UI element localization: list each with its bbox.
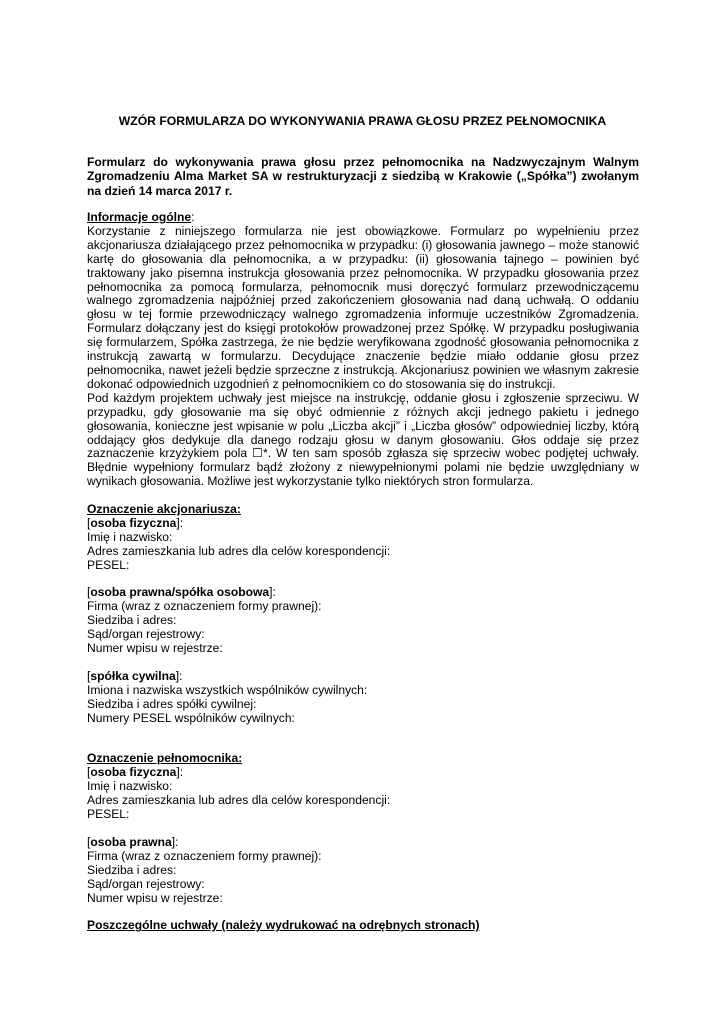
field-label: Numer wpisu w rejestrze:	[87, 641, 223, 656]
proxy-natural-person	[87, 766, 639, 822]
field-label: Firma (wraz z oznaczeniem formy prawnej):	[87, 599, 322, 614]
field-label: Siedziba i adres:	[87, 862, 177, 877]
general-info-heading-line	[87, 211, 639, 225]
field-label: Numer wpisu w rejestrze:	[87, 890, 223, 905]
bracket-close: ]:	[175, 668, 183, 683]
proxy-natural-person-tag: osoba fizyczna	[90, 765, 177, 780]
resolutions-heading: Poszczególne uchwały (należy wydrukować na odrębnych stronach)	[87, 918, 480, 933]
field-label: Siedziba i adres:	[87, 613, 177, 628]
general-info-paragraph: Pod każdym projektem uchwały jest miejsce na instrukcję, oddanie głosu i zgłoszenie sprzeciwu. W przypadku, gdy głosowanie ma się obyć odmiennie z różnych akcji jednego pakietu i jednego głosowania, konieczne jest wpisanie w polu „Liczba akcji” i „Liczba głosów” odpowiedniej liczby, którą oddający głos dedykuje dla danego rodzaju głosu w danym głosowaniu. Głos oddaje się przez zaznaczenie krzyżykiem pola ☐*. W ten sam sposób zgłasza się sprzeciw wobec podjętej uchwały. Błędnie wypełniony formularz bądź złożony z niewypełnionymi polami nie będzie uwzględniany w wynikach głosowania. Możliwe jest wykorzystanie tylko niektórych stron formularza.	[87, 390, 639, 489]
bracket-close: ]:	[176, 515, 184, 530]
field-label: Adres zamieszkania lub adres dla celów korespondencji:	[87, 793, 391, 808]
bracket-close: ]:	[269, 585, 276, 600]
document-body	[87, 211, 639, 933]
field-label: Imię i nazwisko:	[87, 529, 173, 544]
field-label: Sąd/organ rejestrowy:	[87, 627, 205, 642]
shareholder-legal-entity-tag: osoba prawna/spółka osobowa	[90, 585, 270, 600]
bracket-open: [	[87, 765, 91, 780]
shareholder-natural-person-tag-line	[87, 517, 639, 531]
bracket-close: ]:	[176, 765, 184, 780]
proxy-legal-person-tag: osoba prawna	[90, 834, 172, 849]
shareholder-section	[87, 503, 639, 725]
proxy-natural-person-tag-line	[87, 766, 639, 780]
bracket-open: [	[87, 668, 91, 683]
field-label: Imiona i nazwiska wszystkich wspólników cywilnych:	[87, 682, 368, 697]
shareholder-natural-person	[87, 517, 639, 573]
proxy-section	[87, 752, 639, 905]
shareholder-civil-partnership-tag-line	[87, 670, 639, 684]
general-info-paragraph: Korzystanie z niniejszego formularza nie jest obowiązkowe. Formularz po wypełnieniu przez akcjonariusza działającego przez pełnomocnika w przypadku: (i) głosowania jawnego – może stanowić kartę do głosowania dla pełnomocnika, a w przypadku: (ii) głosowania tajnego – powinien być traktowany jako pisemna instrukcja głosowania przez pełnomocnika. W przypadku głosowania przez pełnomocnika za pomocą formularza, pełnomocnik musi doręczyć formularz przewodniczącemu walnego zgromadzenia najpóźniej przed zakończeniem głosowania nad daną uchwałą. O oddaniu głosu w tej formie przewodniczący walnego zgromadzenia informuje uczestników Zgromadzenia. Formularz dołączany jest do księgi protokołów prowadzonej przez Spółkę. W przypadku posługiwania się formularzem, Spółka zastrzega, że nie będzie weryfikowana zgodność głosowania pełnomocnika z instrukcją zawartą w formularzu. Decydujące znaczenie będzie miało oddanie głosu przez pełnomocnika, nawet jeżeli będzie sprzeczne z instrukcją. Akcjonariusz powinien we własnym zakresie dokonać odpowiednich uzgodnień z pełnomocnikiem co do stosowania się do instrukcji.	[87, 223, 639, 391]
shareholder-legal-entity	[87, 586, 639, 656]
general-info-section	[87, 211, 639, 489]
shareholder-legal-entity-tag-line	[87, 586, 639, 600]
field-label: PESEL:	[87, 557, 130, 572]
field-label: Numery PESEL wspólników cywilnych:	[87, 710, 295, 725]
field-label: Adres zamieszkania lub adres dla celów korespondencji:	[87, 543, 391, 558]
shareholder-natural-person-tag: osoba fizyczna	[90, 515, 177, 530]
field-label: Sąd/organ rejestrowy:	[87, 876, 205, 891]
document-title: WZÓR FORMULARZA DO WYKONYWANIA PRAWA GŁOSU PRZEZ PEŁNOMOCNIKA	[118, 114, 607, 128]
field-label: Siedziba i adres spółki cywilnej:	[87, 696, 257, 711]
document-subtitle: Formularz do wykonywania prawa głosu przez pełnomocnika na Nadzwyczajnym Walnym Zgromadzeniu Alma Market SA w restrukturyzacji z siedzibą w Krakowie („Spółka”) zwołanym na dzień 14 marca 2017 r.	[87, 155, 639, 198]
proxy-heading: Oznaczenie pełnomocnika:	[87, 751, 243, 766]
proxy-legal-person	[87, 836, 639, 906]
bracket-open: [	[87, 585, 91, 600]
general-info-heading-colon: :	[191, 210, 195, 224]
shareholder-civil-partnership-tag: spółka cywilna	[90, 668, 176, 683]
field-label: Imię i nazwisko:	[87, 779, 173, 794]
bracket-open: [	[87, 515, 91, 530]
field-label: PESEL:	[87, 807, 130, 822]
bracket-open: [	[87, 834, 91, 849]
proxy-legal-person-tag-line	[87, 836, 639, 850]
general-info-heading: Informacje ogólne	[87, 210, 192, 224]
shareholder-civil-partnership	[87, 670, 639, 726]
field-label: Firma (wraz z oznaczeniem formy prawnej):	[87, 848, 322, 863]
shareholder-heading: Oznaczenie akcjonariusza:	[87, 502, 241, 517]
bracket-close: ]:	[171, 834, 179, 849]
